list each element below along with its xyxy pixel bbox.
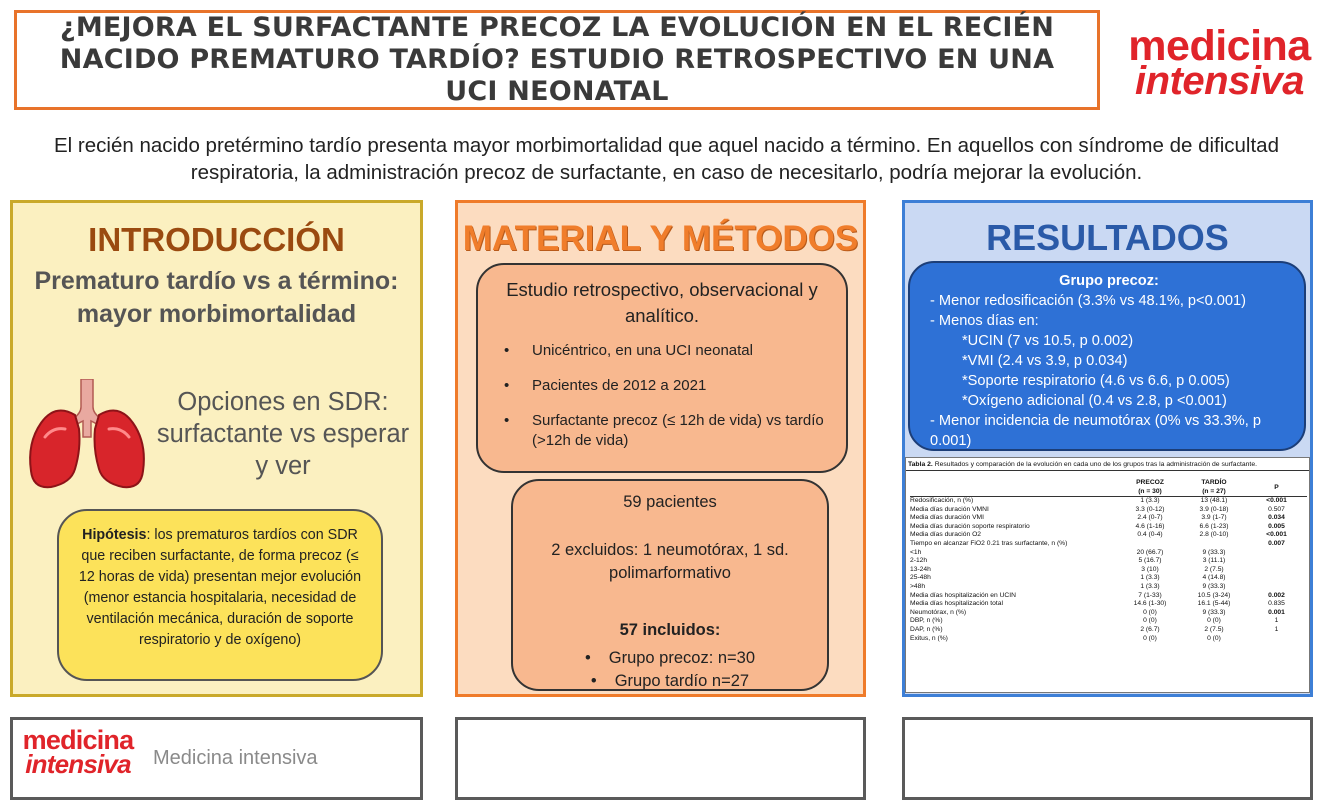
table-header-precoz-n: (n = 30) [1118,487,1182,497]
opciones-sdr: Opciones en SDR: surfactante vs esperar y ver [156,388,410,480]
hipotesis-box [57,509,383,681]
list-item: • Pacientes de 2012 a 2021 [494,376,830,396]
resultados-panel [902,200,1313,697]
result-line: - Menor redosificación (3.3% vs 48.1%, p<0.001) [930,293,1246,309]
table-row [910,583,1307,592]
result-line: *UCIN (7 vs 10.5, p 0.002) [962,333,1134,349]
table-cell: 0 (0) [1143,634,1157,642]
table-row [910,557,1307,566]
list-item: • Grupo tardío n=27 [527,670,813,693]
table-row [910,497,1307,506]
table-cell: Media días hospitalización en UCIN [910,591,1016,599]
logo-line-1: medicina [1128,22,1311,70]
table-cell [1246,549,1307,558]
table-cell: 9 (33.3) [1202,582,1226,590]
table-cell: 9 (33.3) [1202,608,1226,616]
table-cell: <1h [910,548,922,556]
table-cell: 0.005 [1268,522,1285,530]
patients-included: 57 incluidos: [619,621,721,639]
list-item: • Unicéntrico, en una UCI neonatal [494,341,830,361]
table-cell: Redosificación, n (%) [910,497,974,504]
table-body [910,497,1307,644]
table-cell: 3 (11.1) [1202,557,1226,565]
table-cell: 7 (1-33) [1138,591,1162,599]
material-metodos-heading: MATERIAL Y MÉTODOS [462,219,859,258]
study-design-box [476,263,848,473]
table-cell: 2.4 (0-7) [1137,514,1163,522]
table-cell: 0 (0) [1143,608,1157,616]
table-header-p: P [1246,478,1307,497]
table-cell: 2 (7.5) [1204,625,1224,633]
table-cell: Media días duración VMI [910,514,984,522]
groups-list [527,647,813,693]
lungs-icon [25,379,149,491]
study-type: Estudio retrospectivo, observacional y analítico. [506,279,818,326]
table-cell: DAP, n (%) [910,625,943,633]
table-cell: 3 (10) [1141,565,1159,573]
patients-excluded: 2 excluidos: 1 neumotórax, 1 sd. polimarformativo [551,541,789,582]
grupo-precoz-title: Grupo precoz: [1059,273,1159,289]
poster-title: ¿MEJORA EL SURFACTANTE PRECOZ LA EVOLUCIÓN EN EL RECIÉN NACIDO PREMATURO TARDÍO? ESTUDIO RETROSPECTIVO EN UNA UCI NEONATAL [59,12,1055,107]
footer-box-empty [902,717,1313,800]
table-cell: 0 (0) [1207,634,1221,642]
table-cell: 4.6 (1-16) [1135,522,1165,530]
table-cell: <0.001 [1266,531,1287,539]
table-cell: 1 [1274,625,1279,633]
introduccion-panel [10,200,423,697]
table-cell: Media días duración soporte respiratorio [910,522,1030,530]
table-row [910,574,1307,583]
hipotesis-text: : los prematuros tardíos con SDR que reciben surfactante, de forma precoz (≤ 12 horas de vida) presentan mejor evolución (menor estancia hospitalaria, necesidad de ventilación mecánica, duración de soporte respiratorio y de oxígeno) [78,527,362,648]
table-cell: 10.5 (3-24) [1197,591,1231,599]
table-cell: 13 (48.1) [1200,497,1228,504]
hipotesis-label: Hipótesis [82,527,147,543]
patients-total: 59 pacientes [623,493,717,511]
table-row [910,609,1307,618]
result-line: *Soporte respiratorio (4.6 vs 6.6, p 0.005) [962,373,1230,389]
material-metodos-panel [455,200,866,697]
table-cell: >48h [910,582,926,590]
table-cell [1182,540,1246,549]
table-cell: 2 (6.7) [1140,625,1160,633]
footer-logo-line-2: intensiva [25,749,131,779]
table-cell: 3.9 (0-18) [1199,505,1229,513]
table-cell: Tiempo en alcanzar FiO2 0.21 tras surfactante, n (%) [910,539,1068,547]
poster-title-box [14,10,1100,110]
table-cell: 6.6 (1-23) [1199,522,1229,530]
table-row [910,531,1307,540]
result-line: *VMI (2.4 vs 3.9, p 0.034) [962,353,1128,369]
table-cell: 0.001 [1268,608,1285,616]
medicina-intensiva-logo [1112,22,1327,103]
table-cell: 1 (3.3) [1140,497,1160,504]
footer-journal-name: Medicina intensiva [153,747,318,769]
result-line: *Oxígeno adicional (0.4 vs 2.8, p <0.001) [962,393,1227,409]
table-cell: 0.034 [1268,514,1285,522]
table-cell: <0.001 [1266,497,1287,504]
table-cell: 20 (66.7) [1136,548,1164,556]
table-row [910,617,1307,626]
table-row [910,635,1307,644]
table-row [910,600,1307,609]
table-cell: Exitus, n (%) [910,634,948,642]
table-row [910,626,1307,635]
list-item: • Surfactante precoz (≤ 12h de vida) vs tardío (>12h de vida) [494,411,830,451]
table-cell: 9 (33.3) [1202,548,1226,556]
table-row [910,523,1307,532]
table-cell: 1 (3.3) [1140,574,1160,582]
study-design-list [494,341,830,451]
table-cell: DBP, n (%) [910,617,943,625]
table-row [910,506,1307,515]
table-row [910,592,1307,601]
results-table-figure [905,457,1310,693]
table-row [910,549,1307,558]
table-cell: Media días duración VMNI [910,505,989,513]
introduccion-heading: INTRODUCCIÓN [88,221,345,258]
table-cell: 13-24h [910,565,931,573]
table-cell: Neumotórax, n (%) [910,608,967,616]
footer-box-empty [455,717,866,800]
table-cell: 0.002 [1268,591,1285,599]
table-cell: 3.3 (0-12) [1135,505,1165,513]
table-cell: Media días hospitalización total [910,600,1003,608]
table-header-empty [910,487,1118,497]
table-cell [1246,574,1307,583]
table-cell: 25-48h [910,574,931,582]
table-header-empty [910,478,1118,487]
table-cell: 5 (16.7) [1138,557,1162,565]
table-cell [1246,557,1307,566]
footer-logo [18,725,138,779]
table-cell: 1 (3.3) [1140,582,1160,590]
patients-box [511,479,829,691]
result-line: - Menor incidencia de neumotórax (0% vs 33.3%, p 0.001) [930,413,1261,449]
table-row [910,566,1307,575]
table-cell: 0 (0) [1207,617,1221,625]
table-cell: 2 (7.5) [1204,565,1224,573]
table-cell: 1 [1274,617,1279,625]
table-cell: 3.9 (1-7) [1201,514,1227,522]
table-header-tardio: TARDÍO [1201,479,1227,486]
results-table [910,478,1307,643]
table-cell: 0.007 [1268,539,1285,547]
table-caption [906,458,1309,471]
table-caption-text: Resultados y comparación de la evolución en cada uno de los grupos tras la administración de surfactante. [932,461,1257,468]
table-cell: 16.1 (5-44) [1197,600,1231,608]
resultados-heading: RESULTADOS [986,217,1229,258]
table-cell: 4 (14.8) [1202,574,1226,582]
poster-summary: El recién nacido pretérmino tardío presenta mayor morbimortalidad que aquel nacido a término. En aquellos con síndrome de dificultad respiratoria, la administración precoz de surfactante, en caso de necesitarlo, podría mejorar la evolución. [54,134,1279,184]
table-cell: Media días duración O2 [910,531,982,539]
table-cell: 14.6 (1-30) [1133,600,1167,608]
table-cell [1118,540,1182,549]
logo-line-2: intensiva [1135,59,1304,103]
introduccion-key-statement: Prematuro tardío vs a término: mayor morbimortalidad [34,267,399,328]
table-cell: 2.8 (0-10) [1199,531,1229,539]
table-cell: 0.835 [1268,600,1285,608]
table-cell: 0.507 [1268,505,1285,513]
table-cell: 0.4 (0-4) [1137,531,1163,539]
table-cell [1246,566,1307,575]
footer-box-journal [10,717,423,800]
table-cell [1246,635,1307,644]
result-line: - Menos días en: [930,313,1039,329]
table-header-precoz: PRECOZ [1136,479,1164,486]
list-item: • Grupo precoz: n=30 [527,647,813,670]
grupo-precoz-box [908,261,1306,451]
table-cell: 2-12h [910,557,928,565]
table-row [910,514,1307,523]
table-header-tardio-n: (n = 27) [1182,487,1246,497]
table-cell: 0 (0) [1143,617,1157,625]
footer-logo-line-1: medicina [22,725,134,755]
table-cell [1246,583,1307,592]
table-caption-label: Tabla 2. [908,461,933,468]
table-row [910,540,1307,549]
